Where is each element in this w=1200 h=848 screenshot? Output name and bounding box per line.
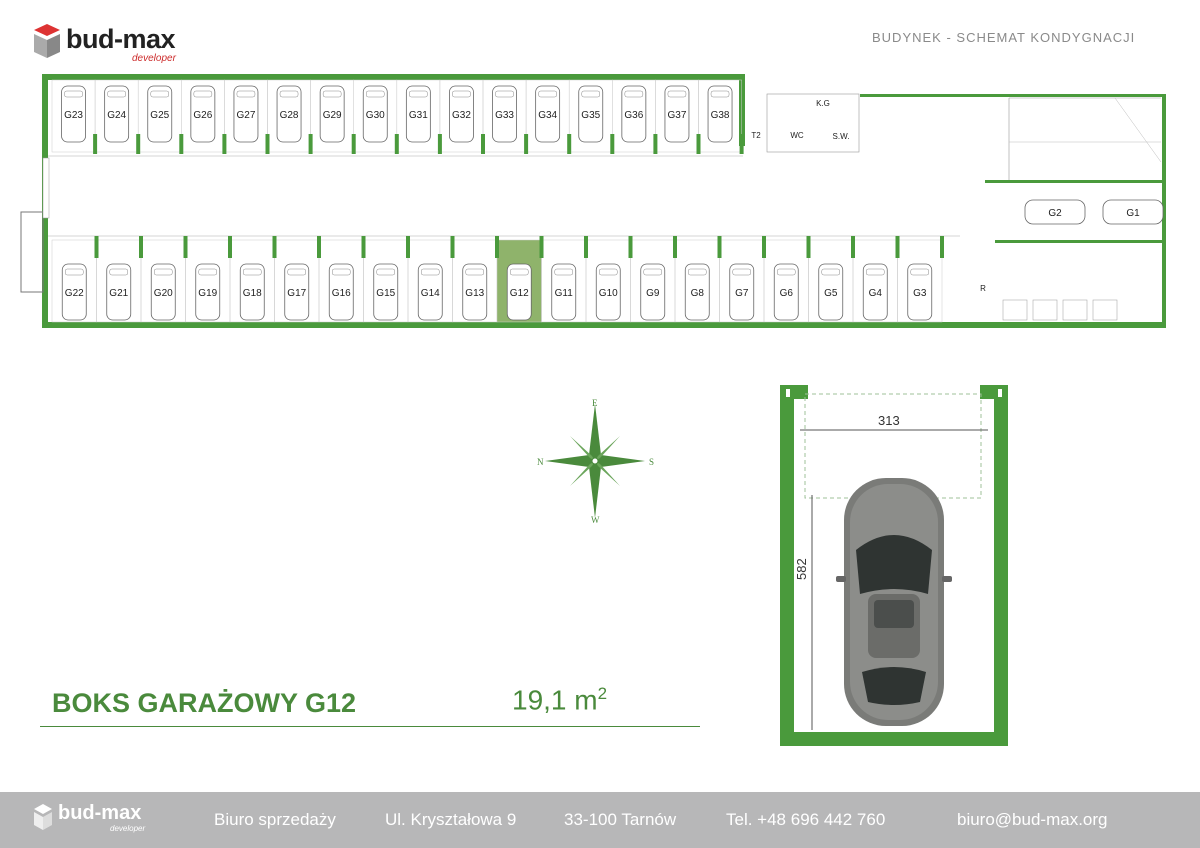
slot-G2-label: G2 xyxy=(1048,208,1062,219)
brand-sub: developer xyxy=(132,53,176,64)
unit-title: BOKS GARAŻOWY G12 xyxy=(52,688,357,718)
slot-G38-label: G38 xyxy=(710,110,730,121)
footer-brand-name: bud-max xyxy=(58,802,142,824)
pillar xyxy=(584,236,588,258)
slot-G10-label: G10 xyxy=(598,288,618,299)
footer-logo-cube-icon xyxy=(34,804,52,830)
wall-top-right xyxy=(860,94,1165,97)
pillar xyxy=(451,236,455,258)
footer-logo xyxy=(34,800,164,840)
unit-area-sup: 2 xyxy=(597,684,608,703)
slot-G35-label: G35 xyxy=(581,110,601,121)
slot-G28-label: G28 xyxy=(279,110,299,121)
pillar xyxy=(93,134,97,154)
footer-phone[interactable]: Tel. +48 696 442 760 xyxy=(726,810,886,829)
slot-G3-label: G3 xyxy=(913,288,927,299)
pillar xyxy=(673,236,677,258)
room-kg: K.G xyxy=(816,99,830,108)
compass-w-label: W xyxy=(591,515,600,525)
pillar xyxy=(940,236,944,258)
compass-n-label: N xyxy=(537,457,544,467)
pillar xyxy=(540,236,544,258)
pillar xyxy=(362,236,366,258)
car-icon xyxy=(836,478,952,726)
pillar xyxy=(697,134,701,154)
room-sw: S.W. xyxy=(832,132,850,141)
pillar xyxy=(762,236,766,258)
slot-G33-label: G33 xyxy=(495,110,515,121)
title-underline xyxy=(40,726,700,727)
brand-name: bud-max xyxy=(66,24,176,54)
slot-G37-label: G37 xyxy=(667,110,687,121)
pillar xyxy=(807,236,811,258)
storage-cell xyxy=(1033,300,1057,320)
footer-brand-sub: developer xyxy=(110,824,146,833)
footer-street: Ul. Kryształowa 9 xyxy=(385,810,517,829)
floor-plan xyxy=(15,72,1180,334)
pillar xyxy=(495,236,499,258)
wall-ramp xyxy=(985,180,1165,183)
slot-G18-label: G18 xyxy=(242,288,262,299)
wall-bottom xyxy=(42,322,1165,328)
pillar xyxy=(851,236,855,258)
slot-G21-label: G21 xyxy=(109,288,129,299)
footer-office: Biuro sprzedaży xyxy=(214,810,336,829)
slot-G31-label: G31 xyxy=(408,110,428,121)
pillar xyxy=(136,134,140,154)
unit-detail xyxy=(770,380,1020,750)
footer-city: 33-100 Tarnów xyxy=(564,810,677,829)
storage-cell xyxy=(1063,300,1087,320)
slot-G5-label: G5 xyxy=(824,288,838,299)
slot-G12-label: G12 xyxy=(509,288,529,299)
pillar xyxy=(309,134,313,154)
wall-mid-right xyxy=(995,240,1165,243)
compass-s-label: S xyxy=(649,457,655,467)
slot-G8-label: G8 xyxy=(690,288,704,299)
footer-email[interactable]: biuro@bud-max.org xyxy=(957,810,1108,829)
door xyxy=(43,158,49,218)
logo-cube-icon xyxy=(34,24,60,58)
slot-G27-label: G27 xyxy=(236,110,256,121)
slot-G15-label: G15 xyxy=(376,288,396,299)
room-t2: T2 xyxy=(751,131,761,140)
pillar xyxy=(352,134,356,154)
slot-G30-label: G30 xyxy=(365,110,385,121)
pillar xyxy=(95,236,99,258)
pillar xyxy=(481,134,485,154)
slot-G16-label: G16 xyxy=(331,288,351,299)
slot-G1-label: G1 xyxy=(1126,208,1140,219)
slot-G29-label: G29 xyxy=(322,110,342,121)
storage-cell xyxy=(1093,300,1117,320)
pillar xyxy=(718,236,722,258)
room-r: R xyxy=(980,284,986,293)
slot-G25-label: G25 xyxy=(150,110,170,121)
page-title: BUDYNEK - SCHEMAT KONDYGNACJI xyxy=(872,30,1136,45)
pillar xyxy=(524,134,528,154)
slot-G22-label: G22 xyxy=(64,288,84,299)
pillar xyxy=(406,236,410,258)
pillar xyxy=(273,236,277,258)
pillar xyxy=(222,134,226,154)
wall-top xyxy=(42,74,744,80)
pillar xyxy=(317,236,321,258)
length-label: 582 xyxy=(794,558,809,580)
slot-G17-label: G17 xyxy=(287,288,307,299)
slot-G13-label: G13 xyxy=(465,288,485,299)
pillar xyxy=(896,236,900,258)
width-label: 313 xyxy=(878,413,900,428)
pillar xyxy=(629,236,633,258)
ramp-line xyxy=(1115,98,1161,162)
unit-area-value: 19,1 m xyxy=(512,684,598,716)
pillar xyxy=(395,134,399,154)
pillar xyxy=(184,236,188,258)
slot-G26-label: G26 xyxy=(193,110,213,121)
pillar xyxy=(438,134,442,154)
unit-area xyxy=(512,684,607,716)
pillar xyxy=(740,134,744,154)
stair xyxy=(21,212,43,292)
slot-G7-label: G7 xyxy=(735,288,749,299)
slot-G23-label: G23 xyxy=(64,110,84,121)
slot-G20-label: G20 xyxy=(153,288,173,299)
pillar xyxy=(179,134,183,154)
slot-G11-label: G11 xyxy=(554,288,573,299)
slot-G32-label: G32 xyxy=(451,110,471,121)
slot-G19-label: G19 xyxy=(198,288,218,299)
compass-e-label: E xyxy=(592,398,598,408)
slot-G34-label: G34 xyxy=(538,110,558,121)
pillar xyxy=(653,134,657,154)
pillar xyxy=(567,134,571,154)
brand-logo xyxy=(34,22,204,72)
compass-rose xyxy=(530,396,660,526)
pillar xyxy=(228,236,232,258)
core-block xyxy=(767,94,859,152)
slot-G9-label: G9 xyxy=(646,288,660,299)
slot-G36-label: G36 xyxy=(624,110,644,121)
slot-G24-label: G24 xyxy=(107,110,127,121)
slot-G14-label: G14 xyxy=(420,288,440,299)
compass-star-icon xyxy=(545,404,645,518)
slot-G6-label: G6 xyxy=(779,288,793,299)
room-wc: WC xyxy=(790,131,804,140)
pillar xyxy=(610,134,614,154)
pillar xyxy=(266,134,270,154)
slot-G4-label: G4 xyxy=(868,288,882,299)
pillar xyxy=(139,236,143,258)
storage-cell xyxy=(1003,300,1027,320)
